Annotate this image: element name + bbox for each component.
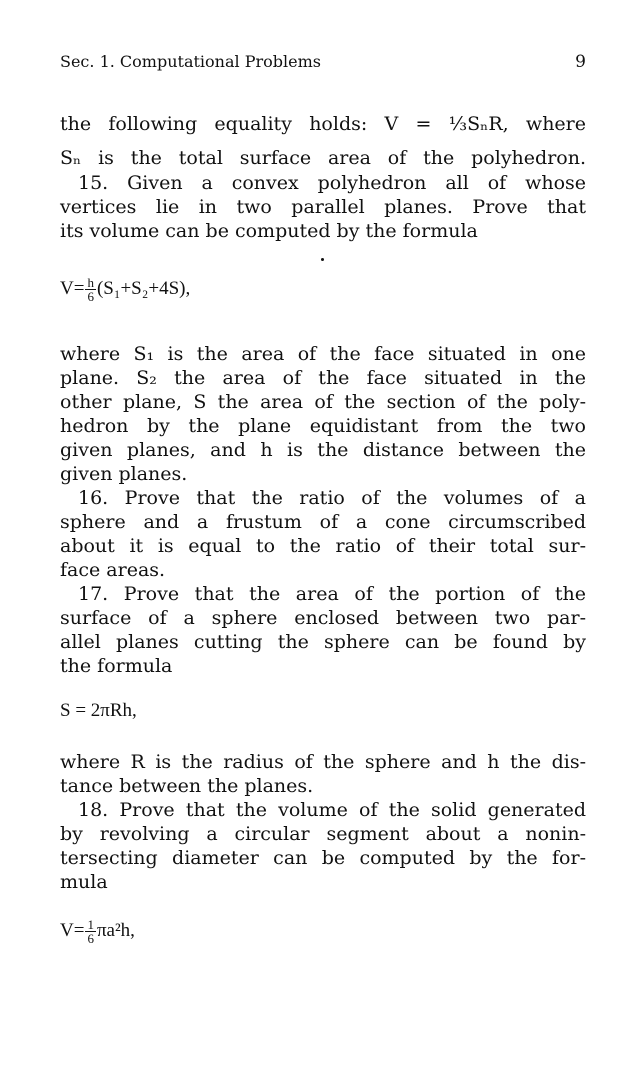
text-line: about it is equal to the ratio of their total sur- <box>60 535 586 557</box>
problem-16-start: 16. Prove that the ratio of the volumes of a <box>78 487 586 509</box>
text-line: tance between the planes. <box>60 775 314 797</box>
text-line: the following equality holds: V = ⅓SₙR, where <box>60 113 586 135</box>
text-line: vertices lie in two parallel planes. Prove that <box>60 196 586 218</box>
page-number: 9 <box>575 52 586 72</box>
text-line: surface of a sphere enclosed between two par- <box>60 607 586 629</box>
text-line: by revolving a circular segment about a nonin- <box>60 823 586 845</box>
text-line: tersecting diameter can be computed by the for- <box>60 847 586 869</box>
text-line: where S₁ is the area of the face situated in one <box>60 343 586 365</box>
problem-17-start: 17. Prove that the area of the portion of the <box>78 583 586 605</box>
text-line: sphere and a frustum of a cone circumscribed <box>60 511 586 533</box>
text-line: hedron by the plane equidistant from the two <box>60 415 586 437</box>
volume-formula-prismatoid: V= $\frac{h}{6}$ (S₁+S₂+4S), <box>60 275 191 304</box>
text-line: given planes, and h is the distance between the <box>60 439 586 461</box>
problem-15-start: 15. Given a convex polyhedron all of whose <box>78 172 586 194</box>
print-speck <box>321 258 324 261</box>
text-line: face areas. <box>60 559 166 581</box>
sphere-zone-area-formula: S = 2πRh, <box>60 700 137 721</box>
solid-volume-formula: V= $\frac{1}{6}$ πa²h, <box>60 917 135 946</box>
text-line: plane. S₂ the area of the face situated in the <box>60 367 586 389</box>
text-line: other plane, S the area of the section of the poly- <box>60 391 586 413</box>
text-line: allel planes cutting the sphere can be found by <box>60 631 586 653</box>
text-line: the formula <box>60 655 173 677</box>
text-line: its volume can be computed by the formula <box>60 220 478 242</box>
section-title: Sec. 1. Computational Problems <box>60 52 321 71</box>
running-header <box>60 52 586 74</box>
text-line: Sₙ is the total surface area of the polyhedron. <box>60 147 586 169</box>
text-line: where R is the radius of the sphere and h the dis- <box>60 751 586 773</box>
text-line: mula <box>60 871 108 893</box>
problem-18-start: 18. Prove that the volume of the solid generated <box>78 799 586 821</box>
text-line: given planes. <box>60 463 188 485</box>
